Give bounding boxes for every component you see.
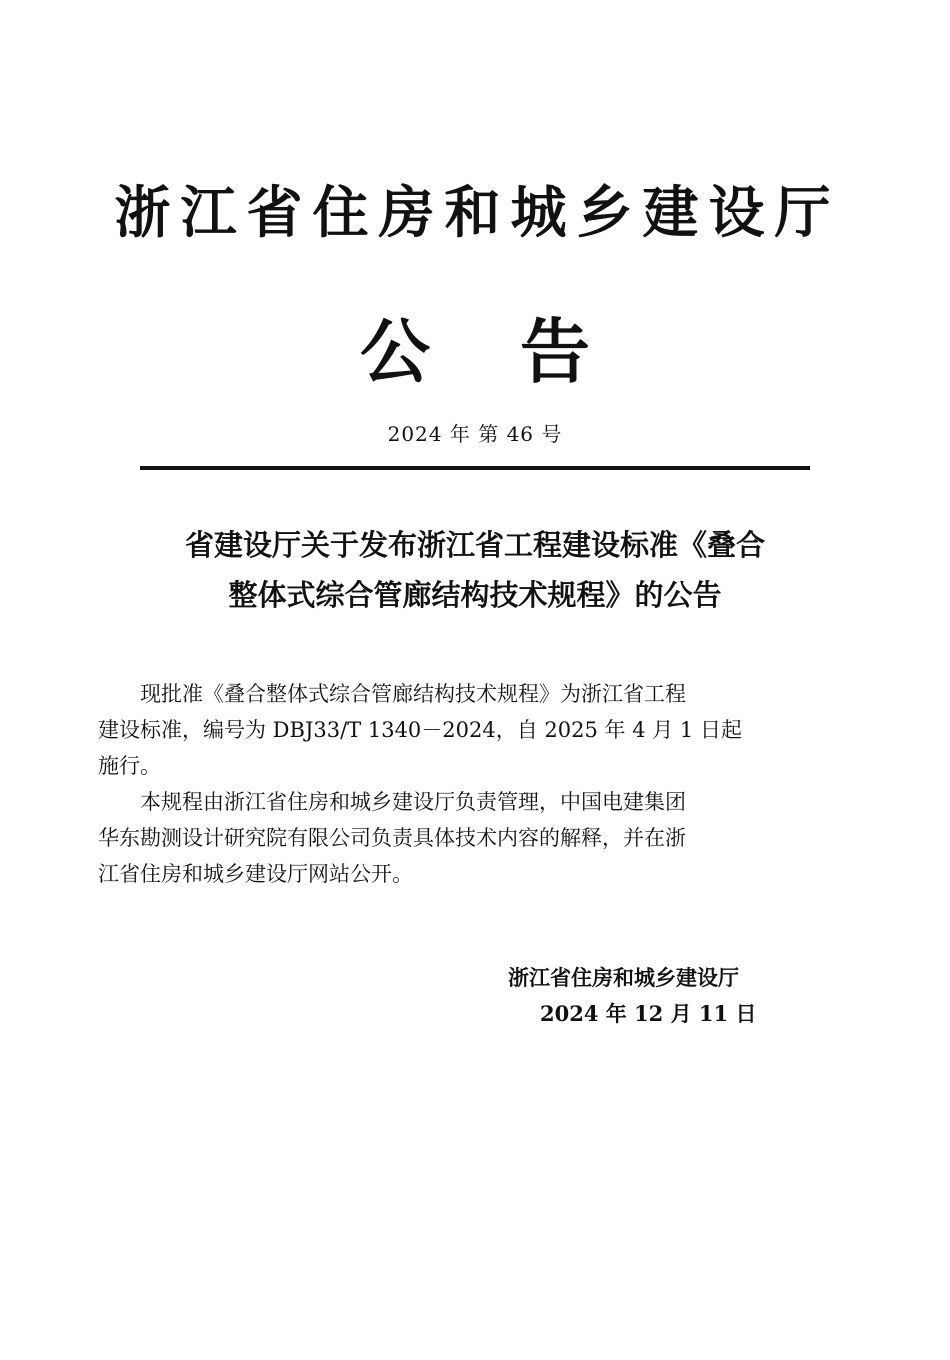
- body-paragraph-2: [98, 784, 812, 892]
- paragraph-1-line-2: 建设标准，编号为 DBJ33/T 1340－2024，自 2025 年 4 月 1 日起: [98, 718, 742, 742]
- paragraph-2-line-3: 江省住房和城乡建设厅网站公开。: [98, 862, 413, 886]
- signature-date: 2024 年 12 月 11 日: [540, 1001, 757, 1026]
- paragraph-1-line-3: 施行。: [98, 754, 161, 778]
- paragraph-1-line-1: 现批准《叠合整体式综合管廊结构技术规程》为浙江省工程: [140, 682, 686, 706]
- announcement-title: [140, 520, 810, 620]
- issuing-agency-heading: 浙江省住房和城乡建设厅: [114, 180, 841, 246]
- document-type-heading: [0, 312, 950, 392]
- document-type-char-1: 公: [360, 310, 430, 393]
- announcement-body: [98, 676, 812, 892]
- document-type-char-2: 告: [520, 310, 590, 393]
- paragraph-2-line-2: 华东勘测设计研究院有限公司负责具体技术内容的解释，并在浙: [98, 826, 686, 850]
- paragraph-2-line-1: 本规程由浙江省住房和城乡建设厅负责管理，中国电建集团: [140, 790, 686, 814]
- signature-organization: 浙江省住房和城乡建设厅: [508, 966, 739, 990]
- body-paragraph-1: [98, 676, 812, 784]
- signature-block: [508, 960, 778, 1032]
- header-divider: [140, 466, 810, 470]
- document-number: 2024 年 第 46 号: [387, 422, 563, 446]
- title-line-2: 整体式综合管廊结构技术规程》的公告: [228, 578, 722, 612]
- title-line-1: 省建设厅关于发布浙江省工程建设标准《叠合: [184, 528, 765, 562]
